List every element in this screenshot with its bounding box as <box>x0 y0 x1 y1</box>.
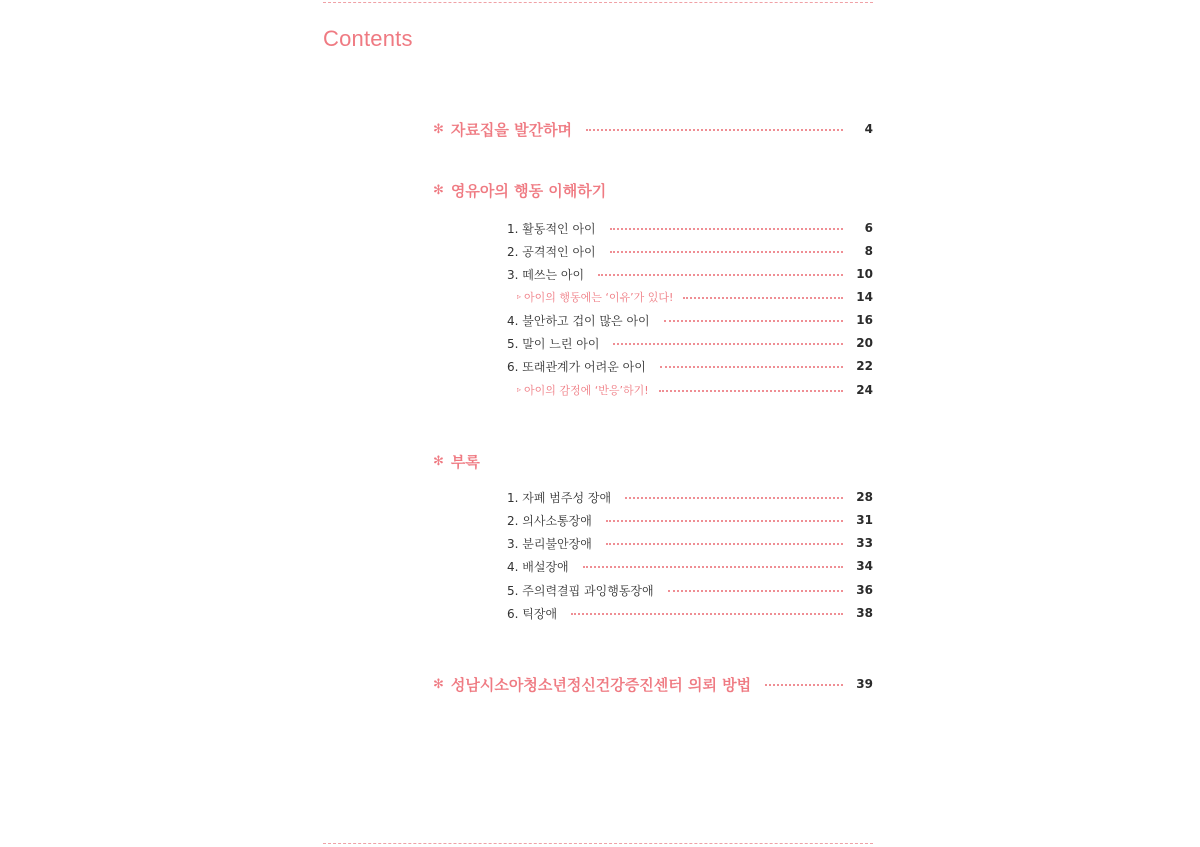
section-label: 부록 <box>450 452 480 471</box>
toc-item[interactable] <box>507 486 873 508</box>
toc-section-behavior[interactable] <box>433 179 873 201</box>
item-label: 4. 불안하고 겁이 많은 아이 <box>507 313 650 328</box>
item-label: 5. 말이 느린 아이 <box>507 336 600 351</box>
toc-item[interactable] <box>507 217 873 239</box>
dot-leader <box>659 390 843 392</box>
page-number: 6 <box>864 221 873 235</box>
toc-tip-item[interactable] <box>517 286 873 308</box>
dot-leader <box>765 684 843 686</box>
section-label: 자료집을 발간하며 <box>450 120 573 139</box>
page-number: 8 <box>864 244 873 258</box>
toc-item[interactable] <box>507 509 873 531</box>
page-number: 39 <box>856 677 873 691</box>
page-number: 33 <box>856 536 873 550</box>
toc-item[interactable] <box>507 263 873 285</box>
toc-item[interactable] <box>507 602 873 624</box>
item-label: 6. 또래관계가 어려운 아이 <box>507 359 646 374</box>
page-number: 20 <box>856 336 873 350</box>
page-number: 16 <box>856 313 873 327</box>
section-label: 영유아의 행동 이해하기 <box>450 181 607 200</box>
dot-leader <box>664 320 843 322</box>
item-label: 5. 주의력결핍 과잉행동장애 <box>507 583 654 598</box>
dot-leader <box>613 343 843 345</box>
asterisk-icon: ✻ <box>433 676 444 692</box>
dot-leader <box>586 129 843 131</box>
item-label: 4. 배설장애 <box>507 559 569 574</box>
toc-item[interactable] <box>507 309 873 331</box>
item-label: 6. 틱장애 <box>507 606 558 621</box>
tip-label: 아이의 행동에는 ‘이유’가 있다! <box>524 291 674 304</box>
page-title: Contents <box>323 26 413 51</box>
dot-leader <box>668 590 843 592</box>
triangle-marker-icon: ▹ <box>517 291 522 301</box>
page-number: 10 <box>856 267 873 281</box>
toc-section-preface[interactable] <box>433 118 873 140</box>
tip-label: 아이의 감정에 ‘반응’하기! <box>524 384 649 397</box>
toc-item[interactable] <box>507 240 873 262</box>
dot-leader <box>583 566 843 568</box>
item-label: 1. 자폐 범주성 장애 <box>507 490 612 505</box>
toc-tip-item[interactable] <box>517 379 873 401</box>
toc-section-appendix[interactable] <box>433 450 873 472</box>
toc-item[interactable] <box>507 332 873 354</box>
dot-leader <box>606 543 843 545</box>
item-label: 2. 공격적인 아이 <box>507 244 596 259</box>
toc-item[interactable] <box>507 532 873 554</box>
page-number: 14 <box>856 290 873 304</box>
dot-leader <box>660 366 843 368</box>
section-label: 성남시소아청소년정신건강증진센터 의뢰 방법 <box>450 675 752 694</box>
triangle-marker-icon: ▹ <box>517 384 522 394</box>
item-label: 3. 떼쓰는 아이 <box>507 267 585 282</box>
dot-leader <box>610 251 843 253</box>
asterisk-icon: ✻ <box>433 121 444 137</box>
asterisk-icon: ✻ <box>433 453 444 469</box>
page-number: 22 <box>856 359 873 373</box>
page-number: 38 <box>856 606 873 620</box>
dot-leader <box>571 613 843 615</box>
toc-section-referral[interactable] <box>433 673 873 695</box>
page-number: 24 <box>856 383 873 397</box>
dot-leader <box>683 297 843 299</box>
asterisk-icon: ✻ <box>433 182 444 198</box>
item-label: 1. 활동적인 아이 <box>507 221 596 236</box>
toc-item[interactable] <box>507 355 873 377</box>
page-number: 4 <box>864 122 873 136</box>
page-number: 34 <box>856 559 873 573</box>
top-dashed-rule <box>323 2 873 3</box>
dot-leader <box>598 274 843 276</box>
item-label: 2. 의사소통장애 <box>507 513 592 528</box>
page-number: 36 <box>856 583 873 597</box>
toc-item[interactable] <box>507 555 873 577</box>
dot-leader <box>606 520 843 522</box>
dot-leader <box>625 497 843 499</box>
toc-item[interactable] <box>507 579 873 601</box>
page-number: 28 <box>856 490 873 504</box>
bottom-dashed-rule <box>323 843 873 844</box>
dot-leader <box>610 228 843 230</box>
item-label: 3. 분리불안장애 <box>507 536 592 551</box>
page-number: 31 <box>856 513 873 527</box>
